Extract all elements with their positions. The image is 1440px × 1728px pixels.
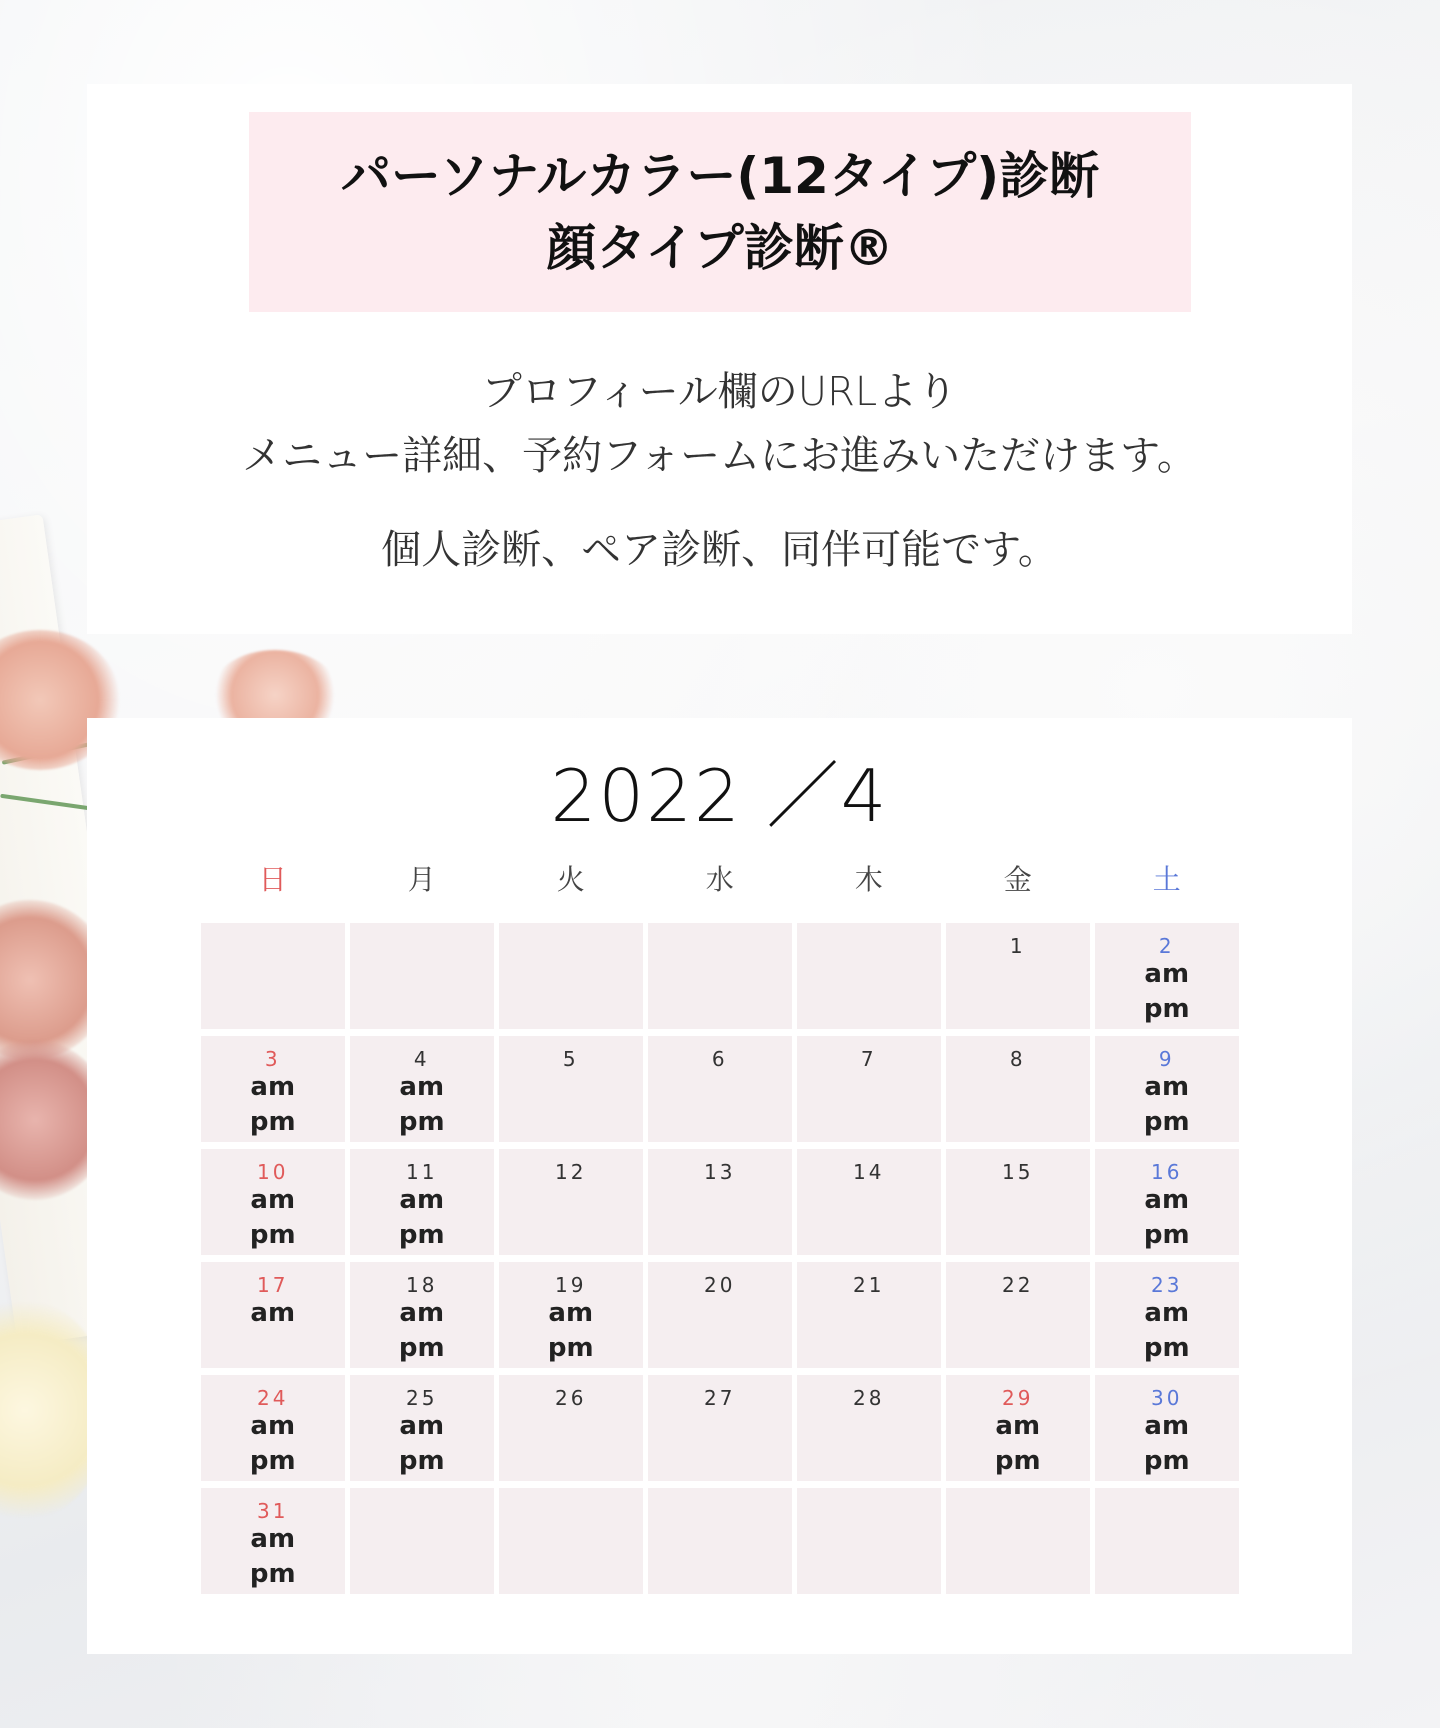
- time-slot-pm[interactable]: pm: [1143, 1220, 1190, 1250]
- time-slot-am[interactable]: am: [995, 1411, 1041, 1441]
- day-cell: [648, 1488, 792, 1594]
- day-number: 7: [860, 1047, 877, 1071]
- day-number: 17: [257, 1273, 289, 1297]
- day-number: 26: [555, 1386, 587, 1410]
- time-slot-am[interactable]: am: [250, 1185, 296, 1215]
- title-banner: [249, 112, 1191, 312]
- time-slot-pm[interactable]: pm: [249, 1559, 296, 1589]
- time-slot-am[interactable]: am: [250, 1072, 296, 1102]
- time-slot-am[interactable]: am: [1144, 959, 1190, 989]
- time-slot-am[interactable]: am: [1144, 1185, 1190, 1215]
- title-line-1: パーソナルカラー(12タイプ)診断: [340, 147, 1100, 205]
- calendar-card: [87, 718, 1352, 1654]
- time-slot-pm[interactable]: pm: [994, 1446, 1041, 1476]
- day-number: 4: [413, 1047, 430, 1071]
- day-cell: [946, 1488, 1090, 1594]
- weekday-label: 月: [407, 863, 436, 896]
- day-cell: [946, 1262, 1090, 1368]
- day-number: 9: [1158, 1047, 1175, 1071]
- day-number: [350, 1500, 494, 1522]
- day-cell: [648, 1262, 792, 1368]
- day-cell: [499, 923, 643, 1029]
- day-cell[interactable]: [1095, 1375, 1239, 1481]
- day-cell[interactable]: [1095, 923, 1239, 1029]
- day-cell: [946, 1036, 1090, 1142]
- day-number: 27: [704, 1386, 736, 1410]
- day-cell[interactable]: [1095, 1149, 1239, 1255]
- weekday-label: 土: [1152, 863, 1181, 896]
- time-slot-pm[interactable]: pm: [1143, 994, 1190, 1024]
- day-cell[interactable]: [201, 1262, 345, 1368]
- time-slot-am[interactable]: am: [1144, 1411, 1190, 1441]
- day-number: [946, 1500, 1090, 1522]
- time-slot-am[interactable]: am: [399, 1185, 445, 1215]
- day-cell[interactable]: [201, 1149, 345, 1255]
- day-number: [648, 935, 792, 957]
- time-slot-pm[interactable]: pm: [547, 1333, 594, 1363]
- day-number: 10: [257, 1160, 289, 1184]
- day-cell: [648, 1036, 792, 1142]
- day-cell: [648, 923, 792, 1029]
- weekday-label: 火: [556, 863, 585, 896]
- weekday-label: 日: [258, 863, 287, 896]
- time-slot-pm[interactable]: pm: [398, 1107, 445, 1137]
- time-slot-am[interactable]: am: [399, 1298, 445, 1328]
- weekday-label: 金: [1003, 863, 1032, 896]
- day-number: 8: [1009, 1047, 1026, 1071]
- day-cell[interactable]: [1095, 1036, 1239, 1142]
- time-slot-am[interactable]: am: [1144, 1072, 1190, 1102]
- day-number: 13: [704, 1160, 736, 1184]
- day-cell[interactable]: [201, 1375, 345, 1481]
- time-slot-pm[interactable]: pm: [1143, 1333, 1190, 1363]
- weekday-label: 木: [854, 863, 883, 896]
- time-slot-pm[interactable]: pm: [398, 1220, 445, 1250]
- day-cell: [350, 1488, 494, 1594]
- day-number: 5: [562, 1047, 579, 1071]
- day-cell[interactable]: [946, 1375, 1090, 1481]
- day-number: [1095, 1500, 1239, 1522]
- day-number: 1: [1009, 934, 1026, 958]
- day-number: 21: [853, 1273, 885, 1297]
- day-cell: [499, 1036, 643, 1142]
- info-card: [87, 84, 1352, 634]
- day-cell[interactable]: [350, 1375, 494, 1481]
- time-slot-pm[interactable]: pm: [249, 1446, 296, 1476]
- day-number: [350, 935, 494, 957]
- time-slot-am[interactable]: am: [250, 1524, 296, 1554]
- time-slot-pm[interactable]: pm: [1143, 1446, 1190, 1476]
- day-number: [648, 1500, 792, 1522]
- day-number: 19: [555, 1273, 587, 1297]
- time-slot-pm[interactable]: pm: [398, 1446, 445, 1476]
- day-number: 24: [257, 1386, 289, 1410]
- day-cell: [499, 1488, 643, 1594]
- day-cell: [350, 923, 494, 1029]
- day-cell: [499, 1375, 643, 1481]
- day-number: 11: [406, 1160, 438, 1184]
- weekday-header: [201, 858, 1241, 898]
- info-line-2: メニュー詳細、予約フォームにお進みいただけます。: [242, 433, 1197, 479]
- day-cell: [648, 1375, 792, 1481]
- day-number: 25: [406, 1386, 438, 1410]
- day-number: 22: [1002, 1273, 1034, 1297]
- time-slot-am[interactable]: am: [250, 1411, 296, 1441]
- day-cell: [797, 1375, 941, 1481]
- time-slot-pm[interactable]: pm: [249, 1107, 296, 1137]
- day-number: [499, 1500, 643, 1522]
- time-slot-am[interactable]: am: [548, 1298, 594, 1328]
- day-number: 23: [1151, 1273, 1183, 1297]
- day-number: 6: [711, 1047, 728, 1071]
- day-number: 2: [1158, 934, 1175, 958]
- day-cell[interactable]: [201, 1036, 345, 1142]
- day-cell: [1095, 1488, 1239, 1594]
- day-cell: [946, 1149, 1090, 1255]
- time-slot-am[interactable]: am: [1144, 1298, 1190, 1328]
- day-cell[interactable]: [350, 1262, 494, 1368]
- day-cell[interactable]: [350, 1036, 494, 1142]
- day-cell[interactable]: [1095, 1262, 1239, 1368]
- day-number: 15: [1002, 1160, 1034, 1184]
- day-cell: [499, 1149, 643, 1255]
- day-cell: [797, 1488, 941, 1594]
- day-number: 3: [264, 1047, 281, 1071]
- info-text-block: [87, 360, 1352, 488]
- time-slot-pm[interactable]: pm: [249, 1220, 296, 1250]
- day-cell[interactable]: [350, 1149, 494, 1255]
- day-cell: [797, 1262, 941, 1368]
- day-number: 28: [853, 1386, 885, 1410]
- day-cell: [797, 923, 941, 1029]
- day-cell: [797, 1149, 941, 1255]
- day-cell[interactable]: [499, 1262, 643, 1368]
- day-number: 31: [257, 1499, 289, 1523]
- day-number: [201, 935, 345, 957]
- time-slot-am[interactable]: am: [250, 1298, 296, 1328]
- day-cell[interactable]: [201, 1488, 345, 1594]
- time-slot-pm[interactable]: pm: [398, 1333, 445, 1363]
- weekday-label: 水: [705, 863, 734, 896]
- day-cell: [797, 1036, 941, 1142]
- day-number: 29: [1002, 1386, 1034, 1410]
- day-cell: [201, 923, 345, 1029]
- day-number: 30: [1151, 1386, 1183, 1410]
- day-number: 18: [406, 1273, 438, 1297]
- title-line-2: 顔タイプ診断®: [546, 219, 894, 277]
- day-number: [797, 1500, 941, 1522]
- info-line-1: プロフィール欄のURLより: [481, 369, 958, 415]
- day-number: 14: [853, 1160, 885, 1184]
- calendar-grid: [201, 923, 1239, 1594]
- day-number: 20: [704, 1273, 736, 1297]
- time-slot-pm[interactable]: pm: [1143, 1107, 1190, 1137]
- time-slot-am[interactable]: am: [399, 1411, 445, 1441]
- day-number: 12: [555, 1160, 587, 1184]
- day-number: [797, 935, 941, 957]
- day-number: 16: [1151, 1160, 1183, 1184]
- time-slot-am[interactable]: am: [399, 1072, 445, 1102]
- calendar-title: 2022 ／4: [550, 754, 889, 838]
- day-cell: [946, 923, 1090, 1029]
- day-number: [499, 935, 643, 957]
- info-line-3: 個人診断、ペア診断、同伴可能です。: [381, 527, 1058, 573]
- day-cell: [648, 1149, 792, 1255]
